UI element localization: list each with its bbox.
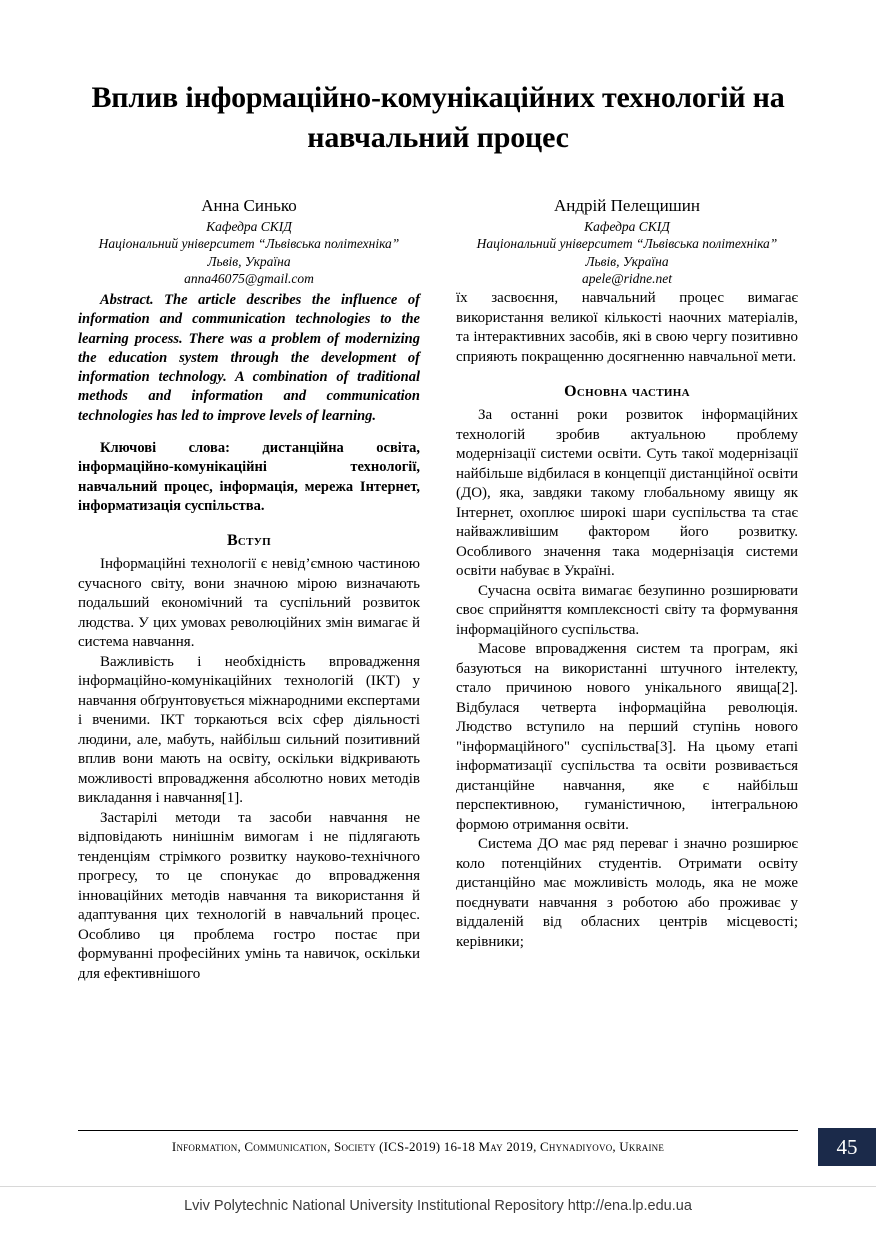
paragraph: Застарілі методи та засоби навчання не відповідають нинішнім вимогам і не підлягають тенденціям стрімкого розвитку науково-технічного прогресу, то це спонукає до впровадження інноваційних методів навчання та використання й адаптування цих технологій в навчальний процес. Особливо ця проблема гостро постає при формуванні професійних умінь та навичок, оскільки для ефективнішого [78,809,420,982]
paragraph: Система ДО має ряд переваг і значно розширює коло потенційних студентів. Отримати освіту дистанційно має можливість молодь, яка не може поєднувати навчання з роботою або проживає у віддаленій від обласних центрів місцевості; керівники; [456,836,798,950]
abstract-text: Abstract. The article describes the influence of information and communication technologies to the learning process. There was a problem of modernizing the education system through the development of information technology. A combination of traditional methods and information and communication technologies has led to improve levels of learning. [78,292,420,424]
left-column [78,196,420,984]
author-email-2[interactable]: apele@ridne.net [581,270,673,286]
section-heading-main: Основна частина [564,383,690,401]
paragraph: Масове впровадження систем та програм, які базуються на використанні штучного інтелекту, стало причиною нового унікального явища[2]. Відбулася четверта інформаційна революція. Людство вступило на перший ступінь нового "інформаційного" суспільства[3]. На цьому етапі інформатизації суспільства та освіти розвивається дистанційне навчання, яке є найбільш перспективною, гуманістичною, інтегральною формою отримання освіти. [456,641,798,833]
author-university-1: Національний університет “Львівська політехніка” [98,236,400,252]
paragraph: За останні роки розвиток інформаційних технологій зробив актуальною проблему модернізації системи освіти. Суть такої модернізації найбільше відбилася в концепції дистанційної освіти (ДО), яка, завдяки такому глобальному явищу як Інтернет, охоплює широкі шари суспільства та стає найважливішим фактором його розвитку. Особливого значення така модернізація системи освіти набуває в Україні. [456,407,798,580]
footer-divider [78,1130,798,1131]
repository-text: Lviv Polytechnic National University Institutional Repository http://ena.lp.edu.ua [184,1198,692,1214]
right-column [456,196,798,952]
keywords-text: Ключові слова: дистанційна освіта, інформаційно-комунікаційні технології, навчальний процес, інформація, мережа Інтернет, інформатизація суспільства. [78,440,420,514]
page-number-badge: 45 [818,1128,876,1166]
two-column-body [78,196,798,1066]
footer-conference: Information, Communication, Society (ICS-2019) 16-18 May 2019, Chynadiyovo, Ukraine [171,1139,665,1154]
author-city-2: Львів, Україна [585,253,669,269]
author-email-1[interactable]: anna46075@gmail.com [184,270,314,286]
author-city-1: Львів, Україна [207,253,291,269]
paragraph: Інформаційні технології є невід’ємною частиною сучасного світу, вони значною мірою визначають подальший економічний та суспільний розвиток людства. У цих умовах революційних змін вимагає й система навчання. [78,556,420,651]
author-department-1: Кафедра СКІД [206,219,292,234]
author-name-1: Анна Синько [201,196,297,215]
author-university-2: Національний університет “Львівська політехніка” [476,236,778,252]
paragraph-continuation: їх засвоєння, навчальний процес вимагає використання великої кількості наочних матеріалів, та інтерактивних засобів, які в свою чергу позитивно сприяють покращенню досягненню навчальної мети. [456,290,798,365]
paragraph: Важливість і необхідність впровадження інформаційно-комунікаційних технологій (ІКТ) у навчання обґрунтовується міжнародними експертами і вченими. ІКТ торкаються всіх сфер діяльності людини, але, мабуть, найбільш сильний позитивний вплив вони мають на освіту, оскільки відкривають можливості впровадження абсолютно нових методів викладання і навчання[1]. [78,653,420,807]
section-heading-intro: Вступ [226,532,272,550]
author-name-2: Андрій Пелещишин [554,196,700,215]
author-department-2: Кафедра СКІД [584,219,670,234]
paragraph: Сучасна освіта вимагає безупинно розширювати своє сприйняття комплексності світу та формування інформаційного суспільства. [456,582,798,638]
page-title: Вплив інформаційно-комунікаційних технологій на навчальний процес [91,81,785,154]
